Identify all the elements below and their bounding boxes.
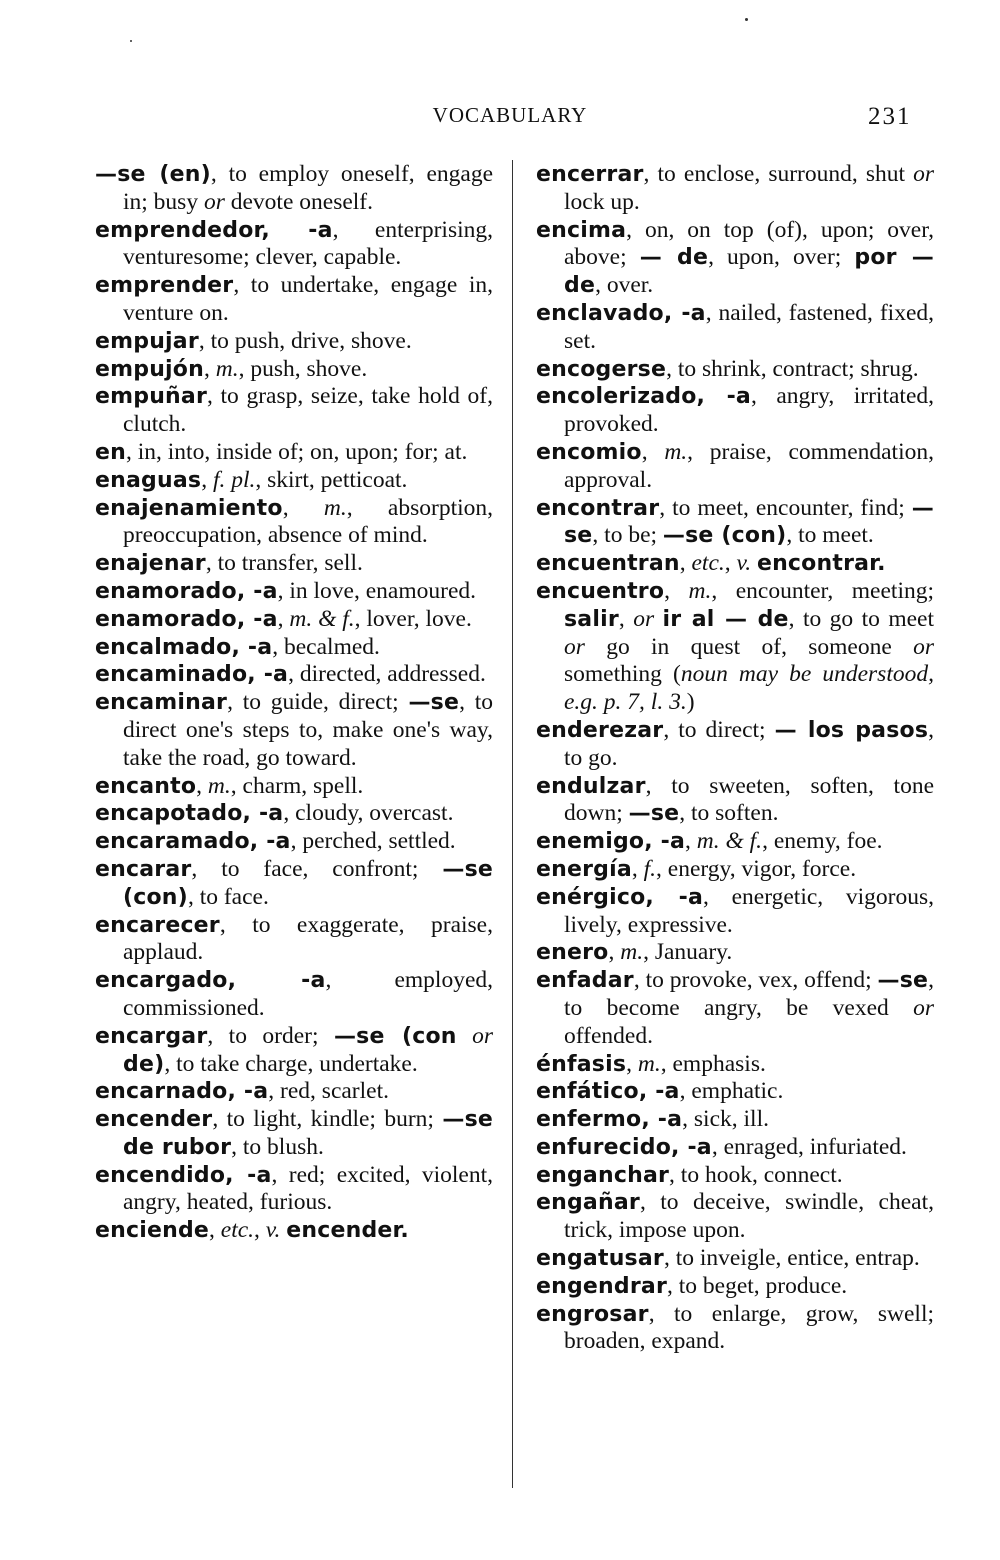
vocabulary-entry: enfadar, to provoke, vex, offend; —se, to become angry, be vexed or offended. — [536, 967, 934, 1049]
vocabulary-entry: enamorado, -a, m. & f., lover, love. — [95, 605, 472, 632]
vocabulary-entry: encuentro, m., encounter, meeting; salir, or ir al — de, to go to meet or go in quest of, someone or something (noun may be understood, e.g. p. 7, l. 3.) — [536, 577, 935, 716]
vocabulary-entry: encaramado, -a, perched, settled. — [95, 828, 456, 855]
vocabulary-entry: endulzar, to sweeten, soften, tone down; —se, to soften. — [536, 772, 934, 827]
vocabulary-entry: empujón, m., push, shove. — [95, 355, 368, 382]
page-number: 231 — [868, 103, 912, 130]
vocabulary-entry: encalmado, -a, becalmed. — [95, 633, 380, 660]
vocabulary-entry: enfermo, -a, sick, ill. — [536, 1106, 769, 1133]
vocabulary-entry: enderezar, to direct; — los pasos, to go. — [536, 716, 934, 771]
vocabulary-entry: en, in, into, inside of; on, upon; for; at. — [95, 438, 468, 465]
vocabulary-entry: énfasis, m., emphasis. — [536, 1050, 766, 1077]
vocabulary-entry: emprendedor, -a, enterprising, venturesome; clever, capable. — [95, 216, 494, 271]
vocabulary-entry: engatusar, to inveigle, entice, entrap. — [536, 1245, 920, 1272]
vocabulary-entry: encaminar, to guide, direct; —se, to direct one's steps to, make one's way, take the road, go toward. — [95, 689, 494, 771]
vocabulary-entry: encanto, m., charm, spell. — [95, 772, 364, 799]
vocabulary-entry: engrosar, to enlarge, grow, swell; broaden, expand. — [536, 1300, 934, 1355]
vocabulary-entry: engendrar, to beget, produce. — [536, 1272, 848, 1299]
vocabulary-entry: encender, to light, kindle; burn; —se de rubor, to blush. — [95, 1106, 493, 1160]
vocabulary-entry: energía, f., energy, vigor, force. — [536, 855, 857, 882]
running-head — [0, 103, 1000, 131]
vocabulary-entry: enajenar, to transfer, sell. — [95, 550, 363, 577]
vocabulary-entry: encuentran, etc., v. encontrar. — [536, 550, 886, 577]
vocabulary-entry: enérgico, -a, energetic, vigorous, lively, expressive. — [536, 883, 934, 938]
vocabulary-entry: encapotado, -a, cloudy, overcast. — [95, 800, 454, 827]
vocabulary-entry: encendido, -a, red; excited, violent, angry, heated, furious. — [95, 1161, 494, 1216]
vocabulary-entry: encima, on, on top (of), upon; over, above; — de, upon, over; por — de, over. — [536, 216, 934, 299]
vocabulary-entry: encomio, m., praise, commendation, approval. — [536, 438, 934, 493]
vocabulary-entry: enclavado, -a, nailed, fastened, fixed, set. — [536, 299, 935, 354]
vocabulary-entry: enfático, -a, emphatic. — [536, 1078, 784, 1105]
vocabulary-entry: enamorado, -a, in love, enamoured. — [95, 577, 477, 604]
right-column — [536, 161, 934, 1356]
vocabulary-entry: encontrar, to meet, encounter, find; —se, to be; —se (con), to meet. — [536, 494, 934, 549]
vocabulary-entry: —se (en), to employ oneself, engage in; busy or devote oneself. — [95, 161, 493, 215]
vocabulary-entry: engañar, to deceive, swindle, cheat, trick, impose upon. — [536, 1189, 934, 1244]
vocabulary-entry: encolerizado, -a, angry, irritated, provoked. — [536, 383, 934, 438]
page-title: VOCABULARY — [432, 103, 588, 127]
vocabulary-entry: enero, m., January. — [536, 939, 733, 966]
column-divider — [512, 160, 513, 1488]
vocabulary-entry: encogerse, to shrink, contract; shrug. — [536, 355, 919, 382]
vocabulary-entry: encargar, to order; —se (con or de), to take charge, undertake. — [95, 1022, 494, 1077]
vocabulary-entry: emprender, to undertake, engage in, venture on. — [95, 272, 493, 326]
vocabulary-entry: enaguas, f. pl., skirt, petticoat. — [95, 466, 408, 493]
vocabulary-entry: encarar, to face, confront; —se (con), to face. — [95, 855, 493, 910]
vocabulary-entry: empujar, to push, drive, shove. — [95, 327, 412, 354]
vocabulary-entry: encargado, -a, employed, commissioned. — [95, 967, 494, 1021]
vocabulary-entry: enemigo, -a, m. & f., enemy, foe. — [536, 828, 883, 855]
vocabulary-entry: empuñar, to grasp, seize, take hold of, clutch. — [95, 383, 493, 438]
vocabulary-entry: enciende, etc., v. encender. — [95, 1217, 409, 1244]
vocabulary-entry: encarnado, -a, red, scarlet. — [95, 1078, 389, 1105]
left-column — [95, 161, 493, 1245]
print-speck — [130, 40, 132, 42]
vocabulary-entry: enfurecido, -a, enraged, infuriated. — [536, 1133, 907, 1160]
vocabulary-entry: encerrar, to enclose, surround, shut or lock up. — [536, 161, 934, 215]
vocabulary-entry: enganchar, to hook, connect. — [536, 1161, 843, 1188]
vocabulary-entry: enajenamiento, m., absorption, preoccupation, absence of mind. — [95, 494, 493, 549]
vocabulary-entry: encarecer, to exaggerate, praise, applaud. — [95, 911, 493, 966]
print-speck — [745, 18, 748, 21]
vocabulary-entry: encaminado, -a, directed, addressed. — [95, 661, 486, 688]
